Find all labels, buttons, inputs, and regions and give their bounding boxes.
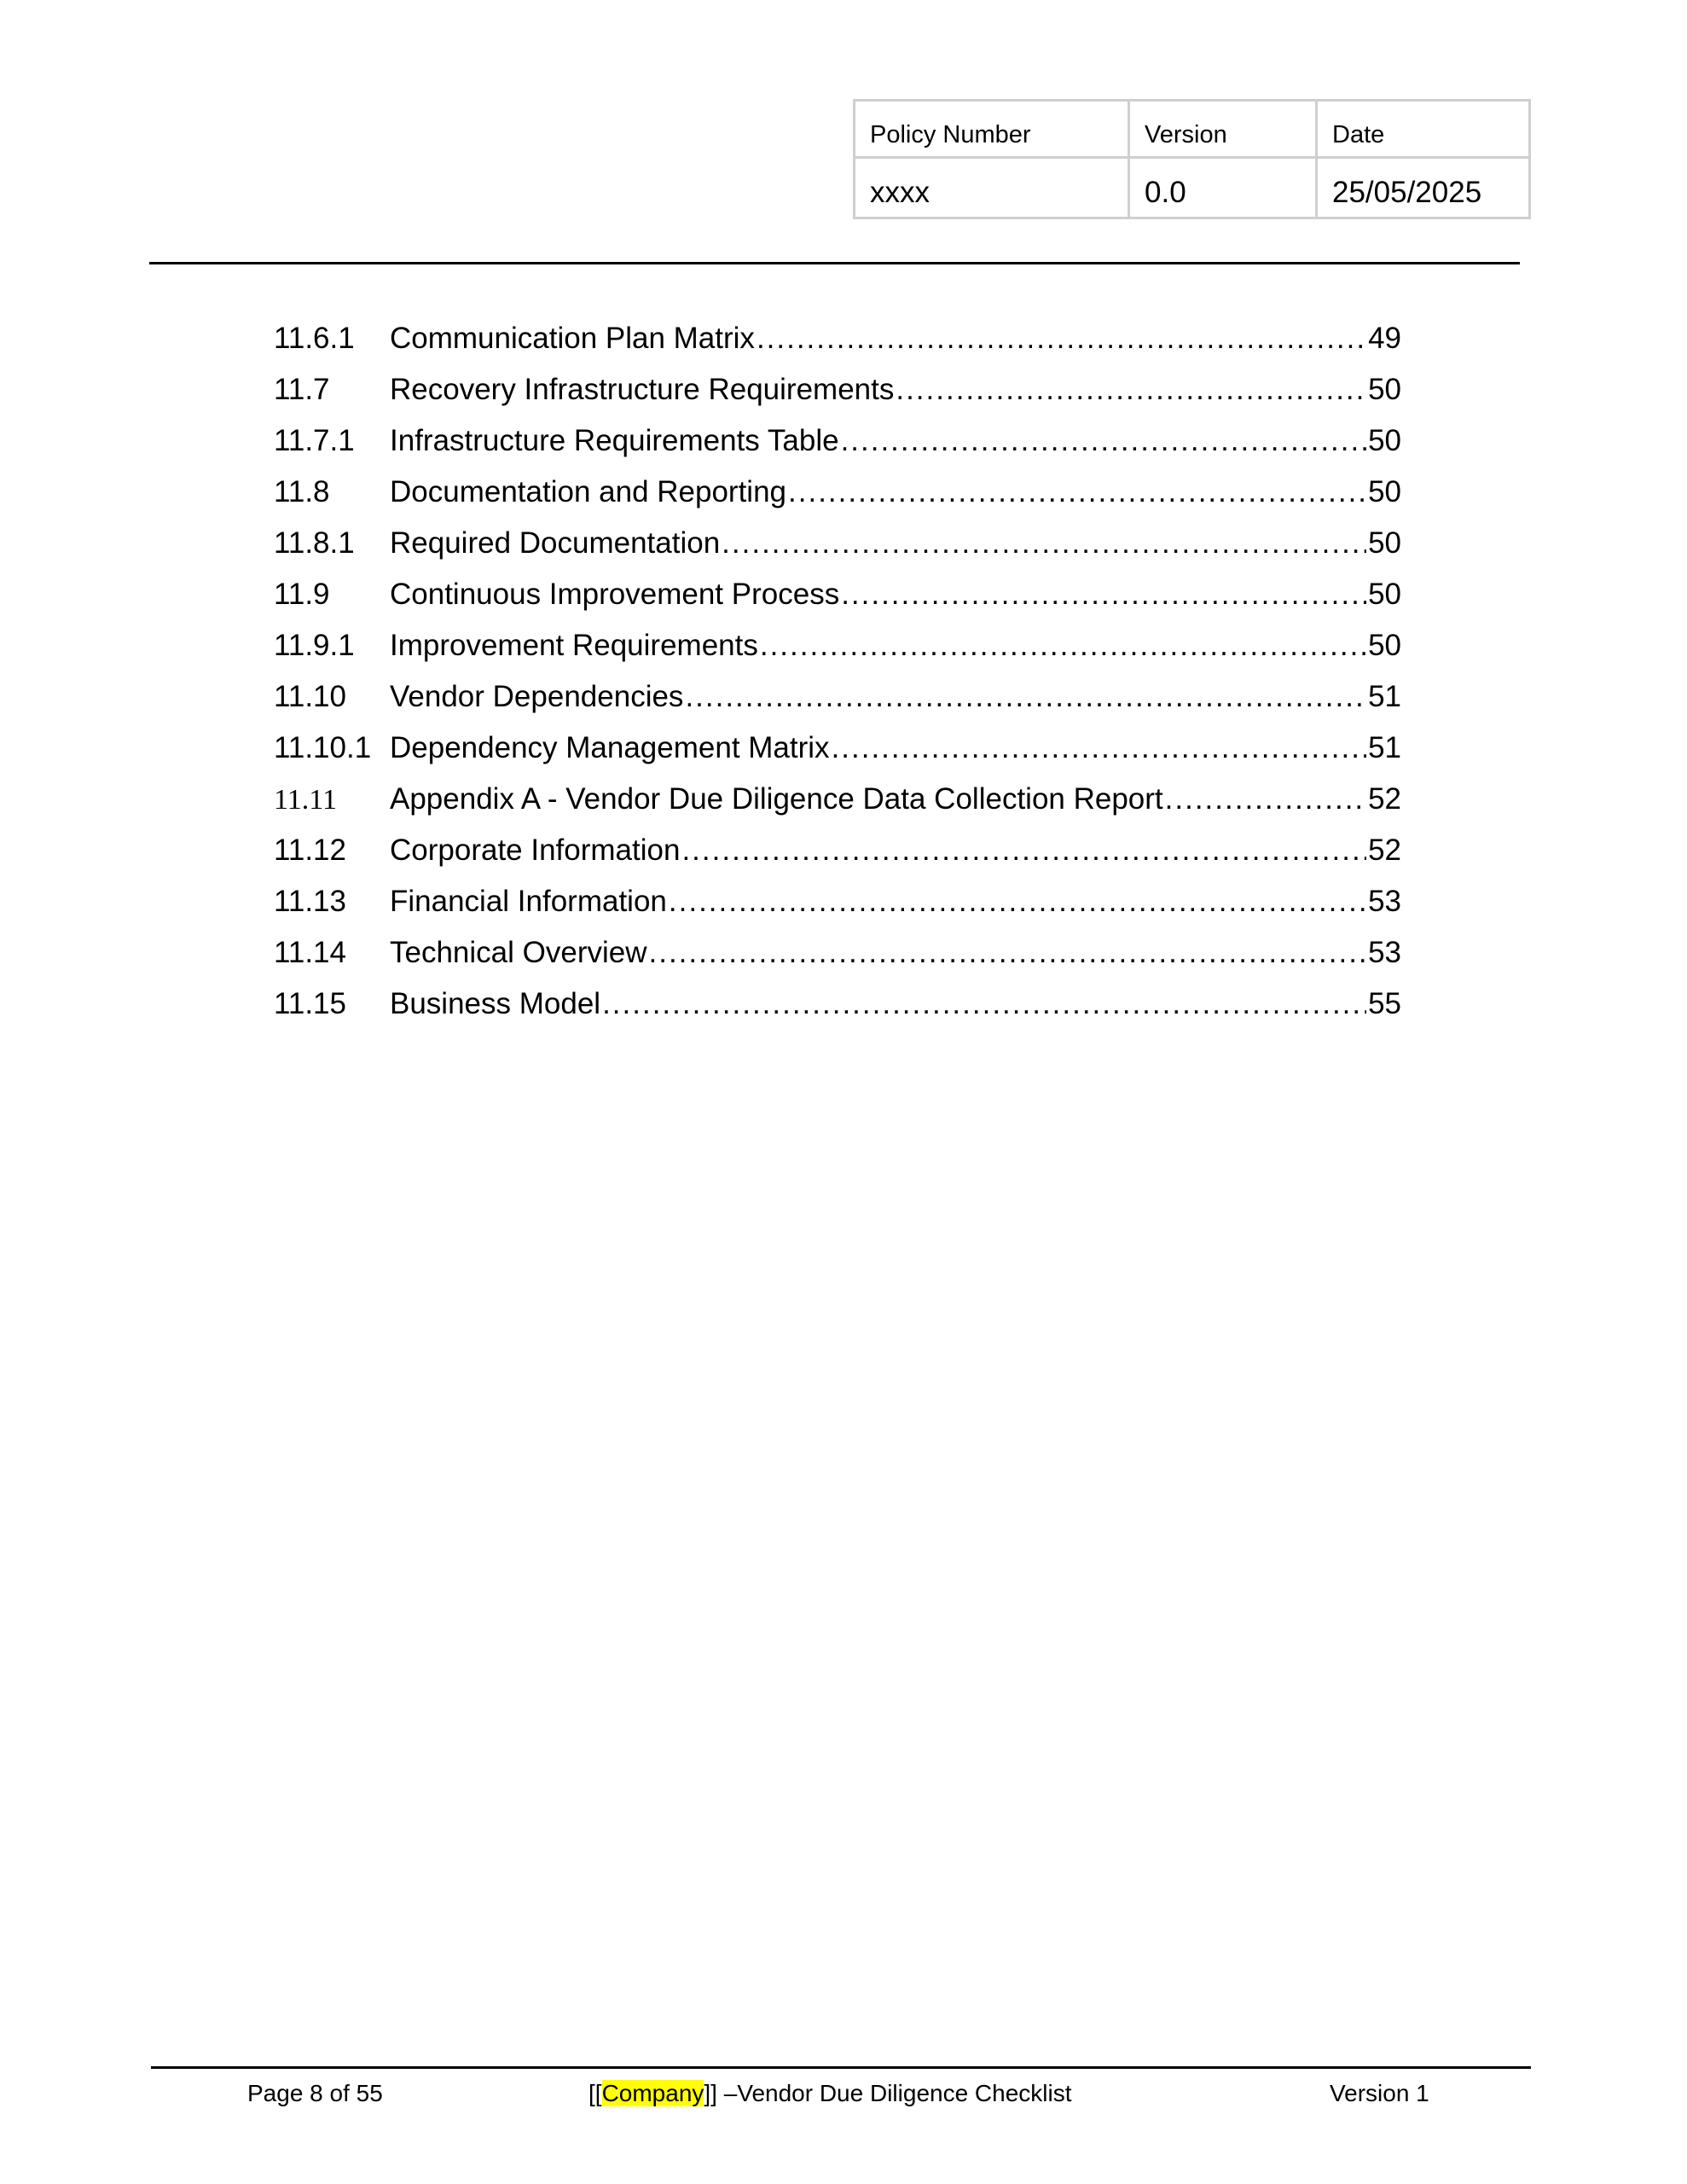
toc-entry[interactable] xyxy=(274,727,1401,778)
toc-entry-number: 11.10 xyxy=(274,680,346,713)
toc-entry[interactable] xyxy=(274,778,1401,829)
toc-entry-page[interactable]: 50 xyxy=(1368,424,1401,457)
toc-dot-leader xyxy=(896,369,1366,411)
toc-dot-leader xyxy=(681,829,1366,872)
toc-entry-title[interactable]: Improvement Requirements xyxy=(390,629,758,662)
toc-entry-title[interactable]: Communication Plan Matrix xyxy=(390,322,755,355)
toc-entry-page[interactable]: 50 xyxy=(1368,373,1401,406)
footer-divider xyxy=(151,2066,1531,2069)
toc-entry[interactable] xyxy=(274,317,1401,369)
footer-suffix: ]] –Vendor Due Diligence Checklist xyxy=(704,2080,1072,2106)
toc-dot-leader xyxy=(832,727,1367,770)
toc-entry[interactable] xyxy=(274,420,1401,471)
header-divider xyxy=(149,262,1520,264)
toc-entry-title[interactable]: Business Model xyxy=(390,987,601,1020)
toc-entry-title[interactable]: Vendor Dependencies xyxy=(390,680,684,713)
toc-entry-title[interactable]: Continuous Improvement Process xyxy=(390,578,840,611)
meta-header-row xyxy=(855,101,1530,158)
toc-entry-title[interactable]: Documentation and Reporting xyxy=(390,475,787,508)
policy-number-label: Policy Number xyxy=(855,101,1129,158)
toc-entry[interactable] xyxy=(274,573,1401,624)
toc-entry[interactable] xyxy=(274,676,1401,727)
toc-entry-number: 11.9 xyxy=(274,578,330,611)
table-of-contents xyxy=(274,317,1401,1034)
toc-entry-page[interactable]: 52 xyxy=(1368,834,1401,867)
toc-entry-page[interactable]: 50 xyxy=(1368,475,1401,508)
toc-entry-number: 11.8 xyxy=(274,475,330,508)
toc-dot-leader xyxy=(788,471,1366,514)
toc-entry-number: 11.11 xyxy=(274,784,337,816)
toc-entry-number: 11.8.1 xyxy=(274,526,355,560)
toc-dot-leader xyxy=(649,932,1367,974)
toc-entry-page[interactable]: 53 xyxy=(1368,936,1401,969)
toc-entry-number: 11.10.1 xyxy=(274,731,372,764)
footer-prefix: [[ xyxy=(588,2080,602,2106)
policy-meta-table xyxy=(853,99,1531,219)
toc-dot-leader xyxy=(685,676,1366,718)
toc-entry-page[interactable]: 52 xyxy=(1368,782,1401,816)
toc-entry[interactable] xyxy=(274,829,1401,880)
toc-entry-title[interactable]: Appendix A - Vendor Due Diligence Data Collection Report xyxy=(390,782,1163,816)
toc-entry-title[interactable]: Technical Overview xyxy=(390,936,647,969)
toc-entry-title[interactable]: Infrastructure Requirements Table xyxy=(390,424,839,457)
toc-entry-page[interactable]: 49 xyxy=(1368,322,1401,355)
toc-entry-page[interactable]: 50 xyxy=(1368,526,1401,560)
company-placeholder: Company xyxy=(601,2080,704,2106)
version-value: 0.0 xyxy=(1129,158,1317,218)
toc-entry-page[interactable]: 51 xyxy=(1368,731,1401,764)
footer-document-title xyxy=(588,2077,1072,2111)
toc-dot-leader xyxy=(757,317,1366,360)
toc-entry-page[interactable]: 50 xyxy=(1368,629,1401,662)
toc-dot-leader xyxy=(760,624,1366,667)
toc-entry[interactable] xyxy=(274,932,1401,983)
toc-entry[interactable] xyxy=(274,983,1401,1034)
toc-entry[interactable] xyxy=(274,369,1401,420)
toc-entry-page[interactable]: 50 xyxy=(1368,578,1401,611)
toc-entry[interactable] xyxy=(274,624,1401,676)
toc-entry-title[interactable]: Recovery Infrastructure Requirements xyxy=(390,373,895,406)
toc-entry-number: 11.7.1 xyxy=(274,424,355,457)
toc-entry-number: 11.6.1 xyxy=(274,322,355,355)
meta-value-row xyxy=(855,158,1530,218)
toc-dot-leader xyxy=(602,983,1366,1025)
toc-dot-leader xyxy=(1165,778,1366,821)
toc-dot-leader xyxy=(841,573,1366,616)
toc-entry-number: 11.13 xyxy=(274,885,346,918)
policy-number-value: xxxx xyxy=(855,158,1129,218)
toc-dot-leader xyxy=(841,420,1367,462)
toc-entry[interactable] xyxy=(274,522,1401,573)
toc-entry[interactable] xyxy=(274,880,1401,932)
toc-entry-title[interactable]: Dependency Management Matrix xyxy=(390,731,830,764)
toc-dot-leader xyxy=(669,880,1366,923)
version-label: Version xyxy=(1129,101,1317,158)
toc-entry[interactable] xyxy=(274,471,1401,522)
footer-page-number: Page 8 of 55 xyxy=(247,2080,383,2106)
toc-entry-number: 11.7 xyxy=(274,373,330,406)
toc-entry-number: 11.14 xyxy=(274,936,346,969)
footer-version: Version 1 xyxy=(1330,2080,1429,2106)
toc-entry-page[interactable]: 53 xyxy=(1368,885,1401,918)
toc-entry-number: 11.15 xyxy=(274,987,346,1020)
toc-entry-title[interactable]: Corporate Information xyxy=(390,834,681,867)
date-label: Date xyxy=(1317,101,1530,158)
toc-entry-page[interactable]: 55 xyxy=(1368,987,1401,1020)
toc-entry-number: 11.9.1 xyxy=(274,629,355,662)
date-value: 25/05/2025 xyxy=(1317,158,1530,218)
toc-entry-title[interactable]: Required Documentation xyxy=(390,526,721,560)
toc-entry-title[interactable]: Financial Information xyxy=(390,885,667,918)
toc-entry-number: 11.12 xyxy=(274,834,346,867)
toc-entry-page[interactable]: 51 xyxy=(1368,680,1401,713)
toc-dot-leader xyxy=(722,522,1366,565)
